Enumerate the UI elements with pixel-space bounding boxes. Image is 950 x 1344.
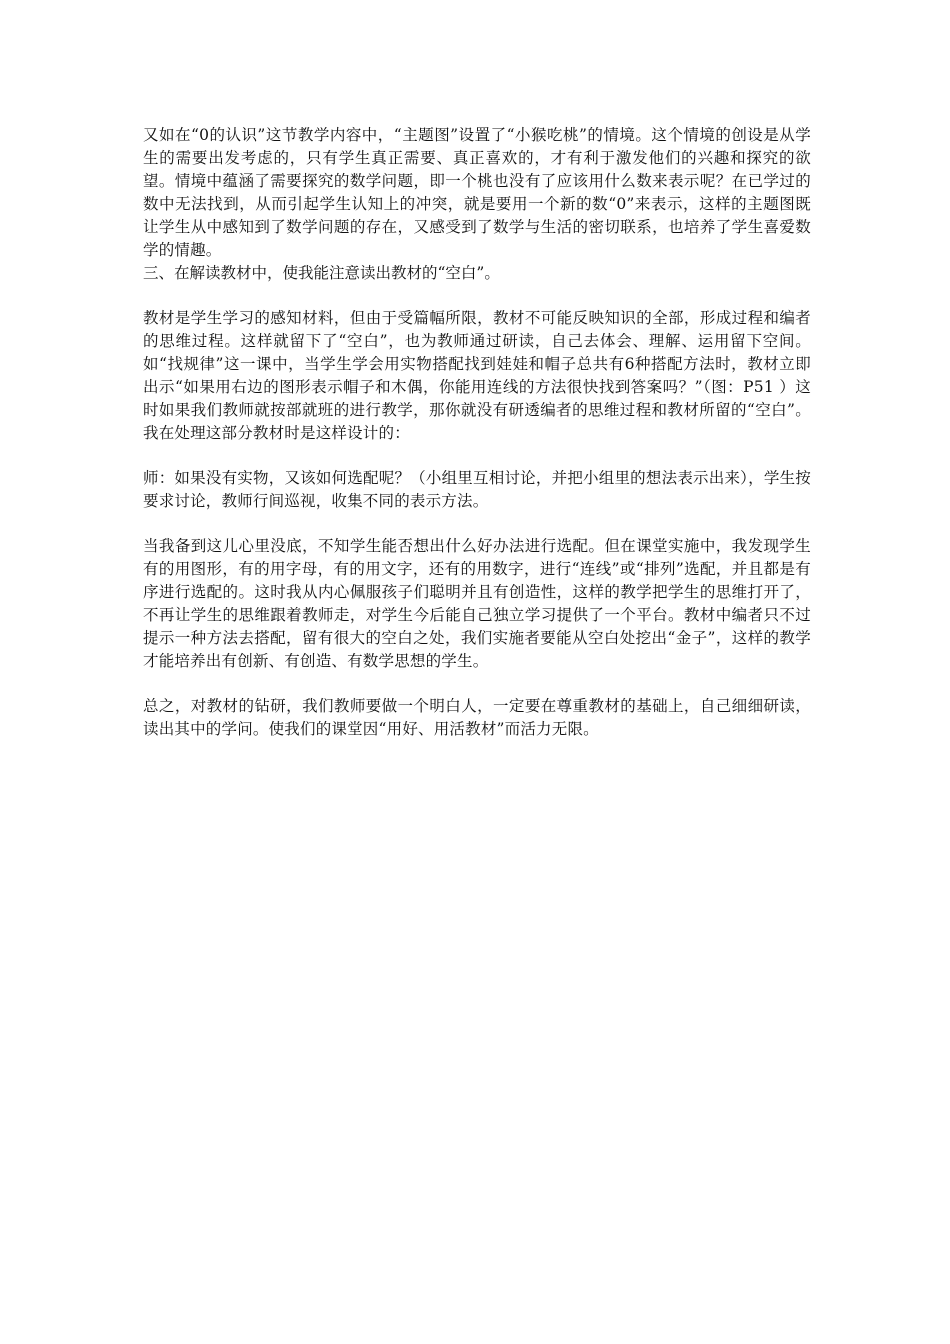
- paragraph-classroom-practice: 当我备到这儿心里没底，不知学生能否想出什么好办法进行选配。但在课堂实施中，我发现学生有的用图形，有的用字母，有的用文字，还有的用数字，进行“连线”或“排列”选配，并且都是有序进行选配的。这时我从内心佩服孩子们聪明并且有创造性，这样的教学把学生的思维打开了，不再让学生的思维跟着教师走，对学生今后能自己独立学习提供了一个平台。教材中编者只不过提示一种方法去搭配，留有很大的空白之处，我们实施者要能从空白处挖出“金子”，这样的教学才能培养出有创新、有创造、有数学思想的学生。: [143, 537, 811, 670]
- paragraph-textbook-blank: 教材是学生学习的感知材料，但由于受篇幅所限，教材不可能反映知识的全部，形成过程和编者的思维过程。这样就留下了“空白”，也为教师通过研读，自己去体会、理解、运用留下空间。如“找规律”这一课中，当学生学会用实物搭配找到娃娃和帽子总共有6种搭配方法时，教材立即出示“如果用右边的图形表示帽子和木偶，你能用连线的方法很快找到答案吗？”（图：P51 ）这时如果我们教师就按部就班的进行教学，那你就没有研透编者的思维过程和教材所留的“空白”。我在处理这部分教材时是这样设计的：: [143, 309, 811, 442]
- paragraph-conclusion: 总之，对教材的钻研，我们教师要做一个明白人，一定要在尊重教材的基础上，自己细细研读，读出其中的学问。使我们的课堂因“用好、用活教材”而活力无限。: [143, 697, 811, 738]
- paragraph-teacher-question: 师：如果没有实物，又该如何选配呢？（小组里互相讨论，并把小组里的想法表示出来），学生按要求讨论，教师行间巡视，收集不同的表示方法。: [143, 469, 811, 510]
- document-body: [143, 124, 811, 741]
- paragraph-zero-concept: 又如在“0的认识”这节教学内容中，“主题图”设置了“小猴吃桃”的情境。这个情境的创设是从学生的需要出发考虑的，只有学生真正需要、真正喜欢的，才有利于激发他们的兴趣和探究的欲望。情境中蕴涵了需要探究的数学问题，即一个桃也没有了应该用什么数来表示呢？在已学过的数中无法找到，从而引起学生认知上的冲突，就是要用一个新的数“0”来表示，这样的主题图既让学生从中感知到了数学问题的存在，又感受到了数学与生活的密切联系，也培养了学生喜爱数学的情趣。: [143, 126, 811, 259]
- section-heading-three: 三、在解读教材中，使我能注意读出教材的“空白”。: [143, 264, 500, 282]
